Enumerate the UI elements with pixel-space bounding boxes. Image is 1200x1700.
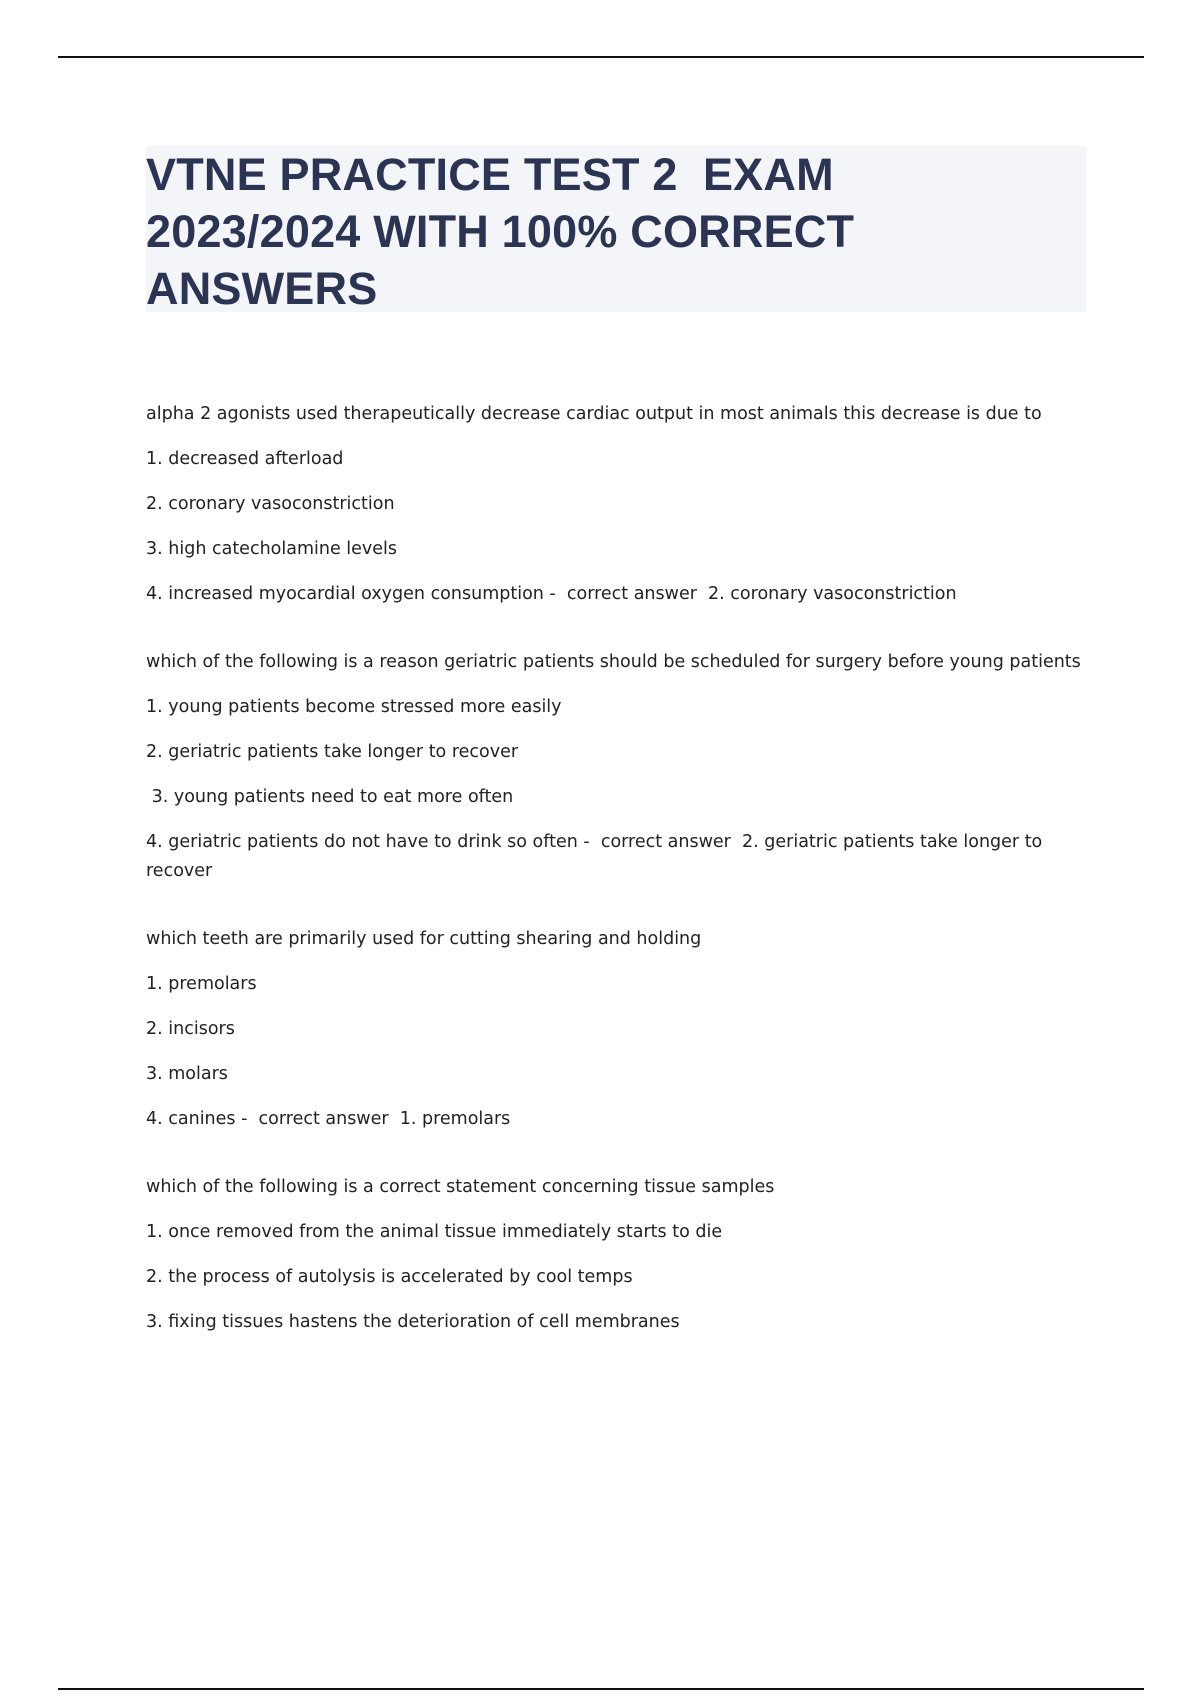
question-block-4 — [146, 1173, 1086, 1337]
title-line: VTNE PRACTICE TEST 2 EXAM — [146, 149, 834, 200]
question-text: alpha 2 agonists used therapeutically decrease cardiac output in most animals this decrease is due to — [146, 404, 1042, 424]
answer-option: 2. geriatric patients take longer to recover — [146, 742, 519, 762]
answer-option: 2. the process of autolysis is accelerated by cool temps — [146, 1267, 633, 1287]
answer-option: 1. decreased afterload — [146, 449, 344, 469]
answer-option: 1. young patients become stressed more easily — [146, 697, 562, 717]
question-block-1 — [146, 400, 1086, 609]
top-divider — [58, 56, 1144, 58]
question-text: which of the following is a correct statement concerning tissue samples — [146, 1177, 775, 1197]
question-text: which of the following is a reason geriatric patients should be scheduled for surgery before young patients — [146, 652, 1081, 672]
answer-option-with-correct-answer: 4. canines - correct answer 1. premolars — [146, 1109, 511, 1129]
answer-option-with-correct-answer: 4. geriatric patients do not have to drink so often - correct answer 2. geriatric patients take longer to recover — [146, 832, 1048, 881]
answer-option: 3. fixing tissues hastens the deterioration of cell membranes — [146, 1312, 680, 1332]
page-title — [146, 146, 1086, 317]
question-block-3 — [146, 925, 1086, 1134]
question-block-2 — [146, 648, 1086, 886]
answer-option: 3. high catecholamine levels — [146, 539, 398, 559]
title-line: 2023/2024 WITH 100% CORRECT — [146, 206, 855, 257]
question-list — [146, 400, 1086, 1376]
answer-option: 1. premolars — [146, 974, 257, 994]
answer-option-with-correct-answer: 4. increased myocardial oxygen consumption - correct answer 2. coronary vasoconstriction — [146, 584, 957, 604]
answer-option: 2. coronary vasoconstriction — [146, 494, 395, 514]
answer-option: 3. molars — [146, 1064, 228, 1084]
answer-option: 1. once removed from the animal tissue immediately starts to die — [146, 1222, 723, 1242]
answer-option: 3. young patients need to eat more often — [146, 787, 514, 807]
answer-option: 2. incisors — [146, 1019, 235, 1039]
title-banner — [146, 146, 1086, 312]
bottom-divider — [58, 1688, 1144, 1690]
question-text: which teeth are primarily used for cutting shearing and holding — [146, 929, 702, 949]
title-line: ANSWERS — [146, 263, 378, 314]
